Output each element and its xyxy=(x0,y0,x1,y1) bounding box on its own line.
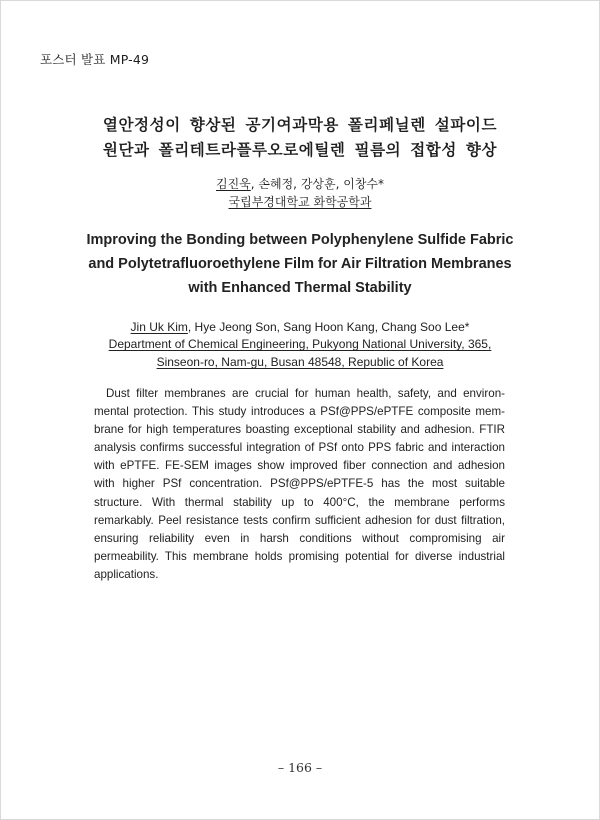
english-title-line-1: Improving the Bonding between Polyphenylene Sulfide Fabric xyxy=(86,232,514,248)
english-affiliation-line-1 xyxy=(0,336,600,352)
english-affiliation-text-1: Department of Chemical Engineering, Pukyong National University, 365, xyxy=(108,337,492,351)
korean-affiliation xyxy=(0,193,600,210)
session-tag: 포스터 발표 MP-49 xyxy=(40,52,150,67)
page-number: – 166 – xyxy=(277,760,323,775)
abstract-line: remarkably. Peel resistance tests confirm sufficient adhesion for dust filtration, xyxy=(94,513,505,527)
abstract-line: analysis confirms successful integration of PSf onto PPS fabric and interaction xyxy=(94,441,505,455)
abstract-line: ensuring reliability even in harsh conditions without compromising air xyxy=(94,531,505,545)
abstract-line: mental protection. This study introduces a PSf@PPS/ePTFE composite mem- xyxy=(94,405,505,419)
abstract-line: permeability. This membrane holds promising potential for diverse industrial xyxy=(94,549,505,563)
english-title-line-3: with Enhanced Thermal Stability xyxy=(188,280,412,296)
english-coauthors: , Hye Jeong Son, Sang Hoon Kang, Chang Soo Lee* xyxy=(187,320,470,334)
korean-affiliation-text: 국립부경대학교 화학공학과 xyxy=(228,195,372,209)
korean-title-line-1: 열안정성이 향상된 공기여과막용 폴리페닐렌 설파이드 xyxy=(102,116,498,134)
abstract-line: applications. xyxy=(94,567,159,581)
abstract-line: structure. With thermal stability up to 400°C, the membrane performs xyxy=(94,495,505,509)
abstract-line: with higher PSf concentration. PSf@PPS/ePTFE-5 has the most suitable xyxy=(94,477,505,491)
english-affiliation-line-2 xyxy=(0,354,600,370)
abstract-line: Dust filter membranes are crucial for human health, safety, and environ- xyxy=(106,387,505,400)
abstract-line: brane for high temperatures boasting exceptional stability and adhesion. FTIR xyxy=(94,423,505,437)
abstract-line: with ePTFE. FE-SEM images show improved fiber connection and adhesion xyxy=(94,459,505,473)
korean-authors xyxy=(0,175,600,192)
korean-title-line-2: 원단과 폴리테트라플루오로에틸렌 필름의 접합성 향상 xyxy=(102,141,498,159)
english-title-line-2: and Polytetrafluoroethylene Film for Air Filtration Membranes xyxy=(88,256,512,272)
english-authors xyxy=(0,319,600,335)
korean-coauthors: , 손혜정, 강상훈, 이창수* xyxy=(250,177,384,191)
abstract xyxy=(94,385,505,584)
english-presenting-author: Jin Uk Kim xyxy=(130,320,188,334)
english-affiliation-text-2: Sinseon-ro, Nam-gu, Busan 48548, Republic of Korea xyxy=(156,355,444,369)
korean-presenting-author: 김진욱 xyxy=(216,177,251,191)
